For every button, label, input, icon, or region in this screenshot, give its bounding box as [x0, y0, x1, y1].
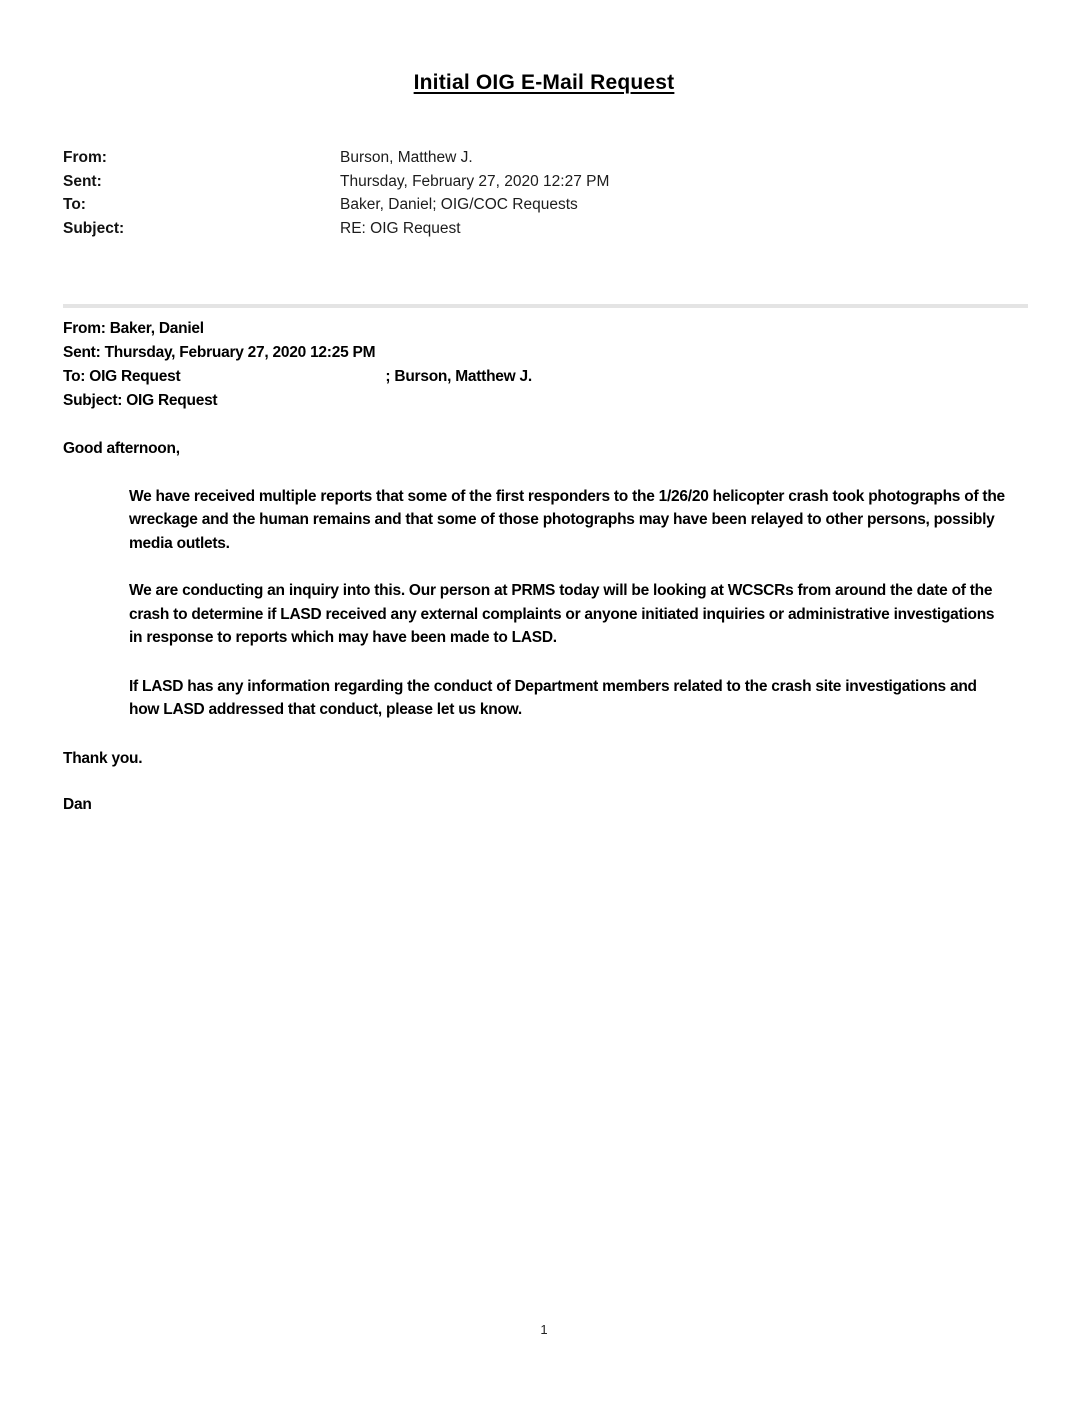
body-paragraph-2: We are conducting an inquiry into this. Our person at PRMS today will be looking at WCSCRs from around the date of the crash to determine if LASD received any external complaints or anyone initiated inquiries or administrative investigations in response to reports which may have been made to LASD.: [129, 582, 995, 646]
quoted-sent-label: Sent:: [63, 344, 101, 361]
quoted-subject-row: [63, 389, 1028, 413]
body-paragraph-3: If LASD has any information regarding the conduct of Department members related to the crash site investigations and how LASD addressed that conduct, please let us know.: [129, 677, 977, 718]
quoted-sent-value: Thursday, February 27, 2020 12:25 PM: [104, 344, 376, 361]
header-subject-row: [63, 217, 1028, 241]
quoted-subject-value: OIG Request: [126, 392, 218, 409]
quoted-to-label: To:: [63, 368, 86, 385]
redacted-address-gap: [180, 380, 385, 381]
header-from-value: Burson, Matthew J.: [340, 149, 473, 166]
body-paragraph-1: We have received multiple reports that some of the first responders to the 1/26/20 helicopter crash took photographs of the wreckage and the human remains and that some of those photographs may have been relayed to other persons, possibly media outlets.: [129, 487, 1005, 552]
quoted-from-value: Baker, Daniel: [109, 320, 204, 337]
quoted-email-header-block: [63, 317, 1028, 413]
header-to-row: [63, 193, 1028, 217]
quoted-to-value-first: OIG Request: [89, 368, 181, 385]
signature: Dan: [63, 796, 92, 813]
header-sent-row: [63, 170, 1028, 194]
page-number: 1: [540, 1322, 548, 1337]
header-from-label: From:: [63, 149, 107, 166]
quoted-to-row: [63, 365, 1028, 389]
header-to-value: Baker, Daniel; OIG/COC Requests: [340, 196, 578, 213]
quoted-subject-label: Subject:: [63, 392, 123, 409]
email-body: [63, 437, 1028, 817]
document-content: [63, 146, 1028, 817]
document-title: [0, 70, 1088, 96]
greeting: Good afternoon,: [63, 440, 180, 457]
header-subject-label: Subject:: [63, 219, 125, 237]
header-to-label: To:: [63, 196, 86, 213]
quoted-from-row: [63, 317, 1028, 341]
header-subject-value: RE: OIG Request: [340, 219, 461, 237]
email-header-block: [63, 146, 1028, 240]
document-title-text: Initial OIG E-Mail Request: [413, 71, 675, 94]
quoted-to-value-second: ; Burson, Matthew J.: [385, 368, 532, 385]
header-sent-label: Sent:: [63, 172, 102, 190]
quoted-sent-row: [63, 341, 1028, 365]
header-sent-value: Thursday, February 27, 2020 12:27 PM: [340, 172, 610, 190]
closing: Thank you.: [63, 749, 143, 767]
header-from-row: [63, 146, 1028, 170]
quoted-from-label: From:: [63, 320, 106, 337]
section-divider: [63, 304, 1028, 308]
